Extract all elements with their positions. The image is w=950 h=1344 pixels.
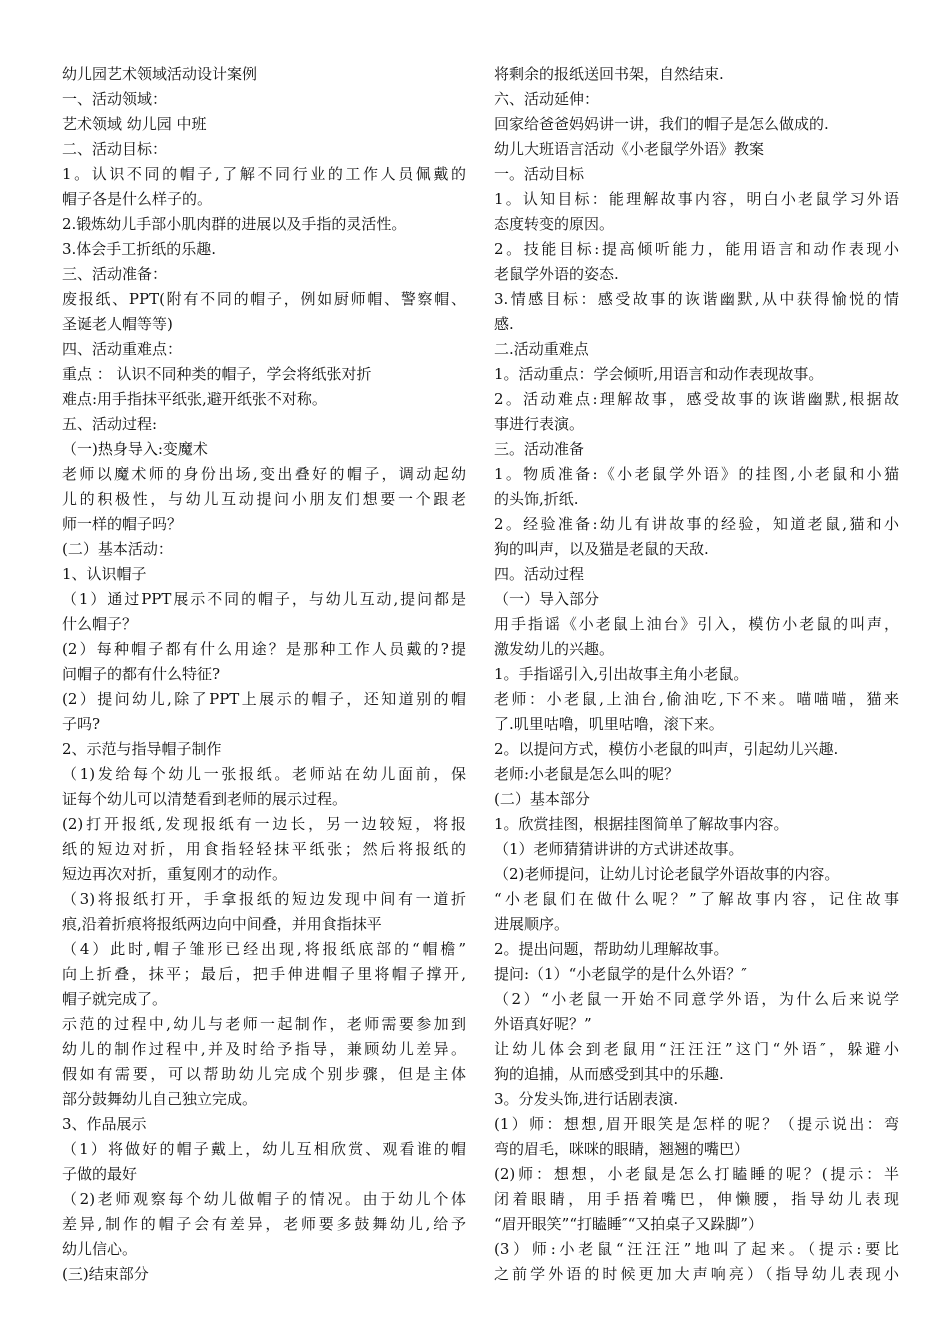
text-line: 狗的叫声，以及猫是老鼠的天敌. <box>494 540 709 558</box>
text-line: 二、活动目标： <box>62 140 168 158</box>
text-line: 了.叽里咕噜，叽里咕噜，滚下来。 <box>494 715 724 733</box>
text-line: 1、认识帽子 <box>62 565 147 583</box>
text-line: (三)结束部分 <box>62 1265 149 1283</box>
text-line: 师一样的帽子吗？ <box>62 515 183 533</box>
text-line: 事进行表演。 <box>494 415 585 433</box>
text-line: 2.锻炼幼儿手部小肌肉群的进展以及手指的灵活性。 <box>62 215 407 233</box>
text-line: 子做的最好 <box>62 1165 138 1183</box>
text-line: 废报纸、PPT(附有不同的帽子，例如厨师帽、警察帽、 <box>62 290 466 308</box>
text-line: 进展顺序。 <box>494 915 570 933</box>
text-line: 难点:用手指抹平纸张,避开纸张不对称。 <box>62 390 327 408</box>
text-line: 帽子各是什么样子的。 <box>62 190 213 208</box>
text-line: 1。物质准备:《小老鼠学外语》的挂图,小老鼠和小猫 <box>494 465 899 483</box>
text-line: （2)老师提问，让幼儿讨论老鼠学外语故事的内容。 <box>494 865 840 883</box>
text-line: 用手指谣《小老鼠上油台》引入，模仿小老鼠的叫声， <box>494 615 899 633</box>
text-line: 一、活动领域： <box>62 90 168 108</box>
text-line: (2)打开报纸,发现报纸有一边长，另一边较短，将报 <box>62 815 466 833</box>
text-line: 1。手指谣引入,引出故事主角小老鼠。 <box>494 665 749 683</box>
text-line: 2。提出问题，帮助幼儿理解故事。 <box>494 940 729 958</box>
text-line: 将剩余的报纸送回书架，自然结束. <box>494 65 724 83</box>
text-line: 激发幼儿的兴趣。 <box>494 640 615 658</box>
text-line: 幼儿大班语言活动《小老鼠学外语》教案 <box>494 140 765 158</box>
text-line: 什么帽子？ <box>62 615 138 633</box>
text-line: “小老鼠们在做什么呢？”了解故事内容，记住故事 <box>494 890 899 908</box>
text-line: (二）基本活动： <box>62 540 173 558</box>
text-line: (1）师：想想,眉开眼笑是怎样的呢？（提示说出：弯 <box>494 1115 899 1133</box>
text-line: 3.体会手工折纸的乐趣. <box>62 240 217 258</box>
text-line: 痕,沿着折痕将报纸两边向中间叠，并用食指抹平 <box>62 915 382 933</box>
text-line: 1。欣赏挂图，根据挂图简单了解故事内容。 <box>494 815 789 833</box>
text-line: 让幼儿体会到老鼠用“汪汪汪”这门“外语″，躲避小 <box>494 1040 899 1058</box>
text-line: 1。活动重点：学会倾听,用语言和动作表现故事。 <box>494 365 824 383</box>
text-line: 示范的过程中,幼儿与老师一起制作，老师需要参加到 <box>62 1015 466 1033</box>
text-line: 老鼠学外语的姿态. <box>494 265 619 283</box>
text-line: 艺术领域 幼儿园 中班 <box>62 115 207 133</box>
text-line: 老师：小老鼠,上油台,偷油吃,下不来。喵喵喵，猫来 <box>494 690 899 708</box>
text-line: 儿的积极性，与幼儿互动提问小朋友们想要一个跟老 <box>62 490 466 508</box>
text-line: (3）师:小老鼠“汪汪汪”地叫了起来。（提示:要比 <box>494 1240 899 1258</box>
text-line: 差异,制作的帽子会有差异，老师要多鼓舞幼儿,给予 <box>62 1215 466 1233</box>
text-line: 老师以魔术师的身份出场,变出叠好的帽子，调动起幼 <box>62 465 466 483</box>
text-line: 帽子就完成了。 <box>62 990 168 1008</box>
text-line: 向上折叠，抹平；最后，把手伸进帽子里将帽子撑开, <box>62 965 466 983</box>
text-line: 2。活动难点:理解故事，感受故事的诙谐幽默,根据故 <box>494 390 899 408</box>
text-line: (2）提问幼儿,除了PPT上展示的帽子，还知道别的帽 <box>62 690 466 708</box>
text-line: 闭着眼睛，用手捂着嘴巴，伸懒腰，指导幼儿表现 <box>494 1190 899 1208</box>
text-line: 态度转变的原因。 <box>494 215 615 233</box>
text-line: 二.活动重难点 <box>494 340 589 358</box>
text-line: 幼儿信心。 <box>62 1240 138 1258</box>
text-line: 2。以提问方式，模仿小老鼠的叫声，引起幼儿兴趣. <box>494 740 839 758</box>
text-line: （1）通过PPT展示不同的帽子，与幼儿互动,提问都是 <box>62 590 466 608</box>
text-line: 3、作品展示 <box>62 1115 147 1133</box>
text-line: 五、活动过程: <box>62 415 158 433</box>
text-line: （4）此时,帽子雏形已经出现,将报纸底部的“帽檐” <box>62 940 466 958</box>
text-line: (二）基本部分 <box>494 790 590 808</box>
text-line: （1)发给每个幼儿一张报纸。老师站在幼儿面前，保 <box>62 765 466 783</box>
right-column <box>494 62 899 1287</box>
text-line: 四、活动重难点： <box>62 340 183 358</box>
text-line: 老师:小老鼠是怎么叫的呢？ <box>494 765 680 783</box>
text-line: （一）导入部分 <box>494 590 600 608</box>
text-line: （一)热身导入:变魔术 <box>62 440 208 458</box>
left-column <box>62 62 466 1287</box>
text-line: 感. <box>494 315 514 333</box>
text-line: 子吗? <box>62 715 101 733</box>
text-line: 证每个幼儿可以清楚看到老师的展示过程。 <box>62 790 348 808</box>
text-line: 弯的眉毛，咪咪的眼睛，翘翘的嘴巴） <box>494 1140 750 1158</box>
text-line: 纸的短边对折，用食指轻轻抹平纸张；然后将报纸的 <box>62 840 466 858</box>
text-line: (2）每种帽子都有什么用途？是那种工作人员戴的?提 <box>62 640 466 658</box>
text-line: 回家给爸爸妈妈讲一讲，我们的帽子是怎么做成的. <box>494 115 829 133</box>
text-line: 假如有需要，可以帮助幼儿完成个别步骤，但是主体 <box>62 1065 466 1083</box>
text-line: 2。技能目标:提高倾听能力，能用语言和动作表现小 <box>494 240 899 258</box>
text-line: 部分鼓舞幼儿自己独立完成。 <box>62 1090 258 1108</box>
text-line: （3)将报纸打开，手拿报纸的短边发现中间有一道折 <box>62 890 466 908</box>
text-line: 狗的追捕，从而感受到其中的乐趣. <box>494 1065 724 1083</box>
text-line: 三、活动准备： <box>62 265 168 283</box>
text-line: 三。活动准备 <box>494 440 585 458</box>
text-line: 六、活动延伸： <box>494 90 600 108</box>
text-line: “眉开眼笑”“打瞌睡″“又拍桌子又跺脚”） <box>494 1215 763 1233</box>
text-line: 四。活动过程 <box>494 565 585 583</box>
text-line: (2)师：想想，小老鼠是怎么打瞌睡的呢？(提示：半 <box>494 1165 899 1183</box>
text-line: 2、示范与指导帽子制作 <box>62 740 222 758</box>
text-line: 提问:（1）“小老鼠学的是什么外语？″ <box>494 965 747 983</box>
text-line: （1）将做好的帽子戴上，幼儿互相欣赏、观看谁的帽 <box>62 1140 466 1158</box>
text-line: 1。认识不同的帽子,了解不同行业的工作人员佩戴的 <box>62 165 466 183</box>
text-line: 的头饰,折纸. <box>494 490 579 508</box>
text-line: 3。分发头饰,进行话剧表演. <box>494 1090 679 1108</box>
text-line: 之前学外语的时候更加大声响亮）（指导幼儿表现小 <box>494 1265 899 1283</box>
text-line: 幼儿的制作过程中,并及时给予指导，兼顾幼儿差异。 <box>62 1040 466 1058</box>
text-line: 问帽子的都有什么特征? <box>62 665 221 683</box>
text-line: （2）“小老鼠一开始不同意学外语，为什么后来说学 <box>494 990 899 1008</box>
text-line: 幼儿园艺术领域活动设计案例 <box>62 65 258 83</box>
text-line: 3.情感目标：感受故事的诙谐幽默,从中获得愉悦的情 <box>494 290 899 308</box>
text-line: 一。活动目标 <box>494 165 585 183</box>
text-line: （1）老师猜猜讲讲的方式讲述故事。 <box>494 840 744 858</box>
text-line: 2。经验准备:幼儿有讲故事的经验，知道老鼠,猫和小 <box>494 515 899 533</box>
text-line: 1。认知目标：能理解故事内容，明白小老鼠学习外语 <box>494 190 899 208</box>
text-line: 外语真好呢？” <box>494 1015 592 1033</box>
text-line: 圣诞老人帽等等) <box>62 315 173 333</box>
text-line: 短边再次对折，重复刚才的动作。 <box>62 865 288 883</box>
text-line: （2)老师观察每个幼儿做帽子的情况。由于幼儿个体 <box>62 1190 466 1208</box>
text-line: 重点 ： 认识不同种类的帽子，学会将纸张对折 <box>62 365 372 383</box>
